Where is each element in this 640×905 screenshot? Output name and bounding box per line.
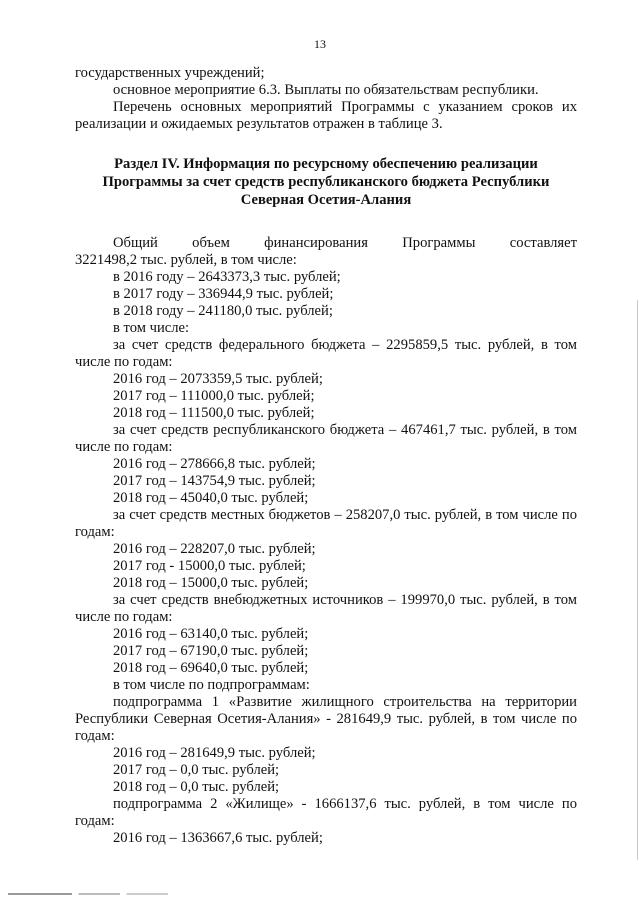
paragraph: 2017 год – 143754,9 тыс. рублей; — [113, 473, 316, 489]
paragraph: 3221498,2 тыс. рублей, в том числе: — [75, 252, 297, 268]
paragraph: 2018 год – 69640,0 тыс. рублей; — [113, 660, 309, 676]
paragraph: 2016 год – 278666,8 тыс. рублей; — [113, 456, 316, 472]
paragraph: Общий объем финансирования Программы составляет — [113, 235, 577, 251]
paragraph: в том числе по подпрограммам: — [113, 677, 310, 693]
paragraph: 2016 год – 281649,9 тыс. рублей; — [113, 745, 316, 761]
paragraph: 2018 год – 0,0 тыс. рублей; — [113, 779, 280, 795]
document-body — [75, 65, 577, 847]
paragraph: государственных учреждений; — [75, 65, 265, 81]
section-heading: Раздел IV. Информация по ресурсному обеспечению реализации Программы за счет средств республиканского бюджета Республики Северная Осетия-Алания — [102, 156, 550, 208]
paragraph: 2017 год – 0,0 тыс. рублей; — [113, 762, 280, 778]
paragraph: 2016 год – 228207,0 тыс. рублей; — [113, 541, 316, 557]
paragraph: в 2017 году – 336944,9 тыс. рублей; — [113, 286, 334, 302]
scan-edge-artifact — [637, 300, 638, 860]
paragraph: основное мероприятие 6.3. Выплаты по обязательствам республики. — [113, 82, 539, 98]
paragraph: 2016 год – 2073359,5 тыс. рублей; — [113, 371, 323, 387]
paragraph: 2018 год – 111500,0 тыс. рублей; — [113, 405, 315, 421]
paragraph: в том числе: — [113, 320, 190, 336]
paragraph: за счет средств республиканского бюджета – 467461,7 тыс. рублей, в том числе по годам: — [75, 422, 577, 455]
scan-artifact — [8, 893, 168, 895]
paragraph: в 2016 году – 2643373,3 тыс. рублей; — [113, 269, 341, 285]
paragraph: 2017 год – 67190,0 тыс. рублей; — [113, 643, 309, 659]
paragraph: за счет средств федерального бюджета – 2295859,5 тыс. рублей, в том числе по годам: — [75, 337, 577, 370]
page-number: 13 — [314, 37, 326, 51]
paragraph: 2018 год – 45040,0 тыс. рублей; — [113, 490, 309, 506]
paragraph: Перечень основных мероприятий Программы с указанием сроков их реализации и ожидаемых результатов отражен в таблице 3. — [75, 99, 577, 132]
paragraph: за счет средств местных бюджетов – 258207,0 тыс. рублей, в том числе по годам: — [75, 507, 577, 540]
paragraph: подпрограмма 2 «Жилище» - 1666137,6 тыс. рублей, в том числе по годам: — [75, 796, 577, 829]
paragraph: 2016 год – 1363667,6 тыс. рублей; — [113, 830, 323, 846]
paragraph: 2018 год – 15000,0 тыс. рублей; — [113, 575, 309, 591]
paragraph: 2016 год – 63140,0 тыс. рублей; — [113, 626, 309, 642]
paragraph: подпрограмма 1 «Развитие жилищного строительства на территории Республики Северная Осетия-Алания» - 281649,9 тыс. рублей, в том числе по годам: — [75, 694, 577, 744]
paragraph: за счет средств внебюджетных источников – 199970,0 тыс. рублей, в том числе по годам: — [75, 592, 577, 625]
paragraph: 2017 год – 111000,0 тыс. рублей; — [113, 388, 315, 404]
paragraph: в 2018 году – 241180,0 тыс. рублей; — [113, 303, 333, 319]
paragraph: 2017 год - 15000,0 тыс. рублей; — [113, 558, 306, 574]
